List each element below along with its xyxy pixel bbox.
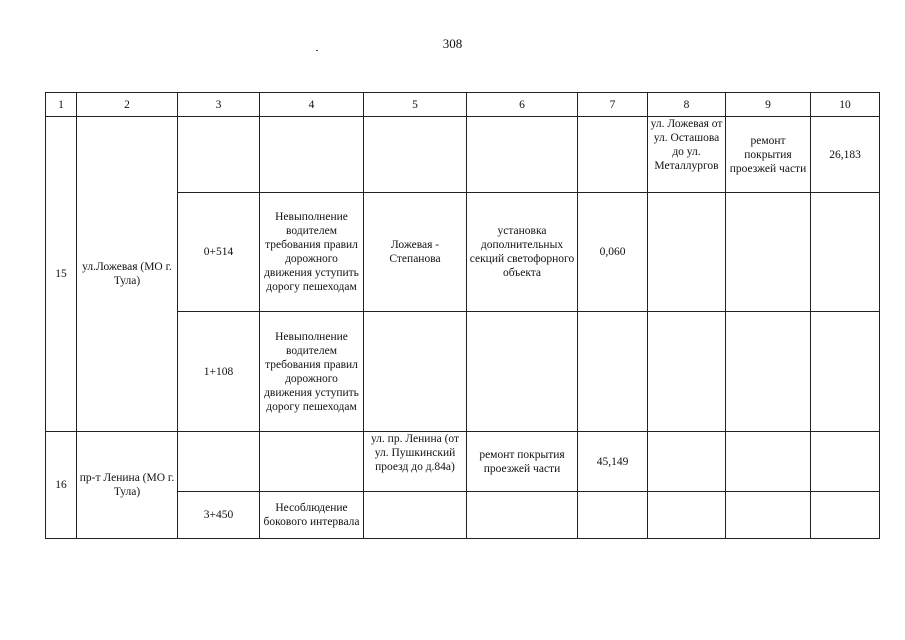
intersection-cell: Ложевая - Степанова — [364, 193, 467, 312]
empty-cell — [726, 312, 811, 432]
page-number: 308 — [442, 36, 463, 51]
header-cell: 10 — [811, 93, 880, 117]
row-number-cell: 16 — [46, 432, 77, 539]
header-cell: 5 — [364, 93, 467, 117]
measure-cell: установка дополнительных секций светофорного объекта — [467, 193, 578, 312]
violation-cell: Невыполнение водителем требования правил дорожного движения уступить дорогу пешеходам — [260, 193, 364, 312]
empty-cell — [260, 432, 364, 492]
empty-cell — [811, 312, 880, 432]
violation-cell: Несоблюдение бокового интервала — [260, 492, 364, 539]
empty-cell — [648, 312, 726, 432]
km-cell: 3+450 — [178, 492, 260, 539]
road-section-cell: ул. Ложевая от ул. Осташова до ул. Металлургов — [648, 117, 726, 193]
header-row — [46, 93, 880, 117]
empty-cell — [364, 117, 467, 193]
empty-cell — [726, 193, 811, 312]
scan-speck — [316, 50, 318, 51]
empty-cell — [578, 117, 648, 193]
empty-cell — [648, 432, 726, 492]
empty-cell — [364, 492, 467, 539]
empty-cell — [578, 312, 648, 432]
road-name-cell: ул.Ложевая (МО г. Тула) — [77, 117, 178, 432]
empty-cell — [811, 432, 880, 492]
measure-value-cell: 0,060 — [578, 193, 648, 312]
road-defects-table — [45, 92, 880, 539]
empty-cell — [467, 117, 578, 193]
empty-cell — [467, 312, 578, 432]
empty-cell — [648, 492, 726, 539]
table-row — [46, 432, 880, 492]
row-number-cell: 15 — [46, 117, 77, 432]
violation-cell: Невыполнение водителем требования правил дорожного движения уступить дорогу пешеходам — [260, 312, 364, 432]
empty-cell — [578, 492, 648, 539]
empty-cell — [648, 193, 726, 312]
km-cell: 1+108 — [178, 312, 260, 432]
empty-cell — [178, 117, 260, 193]
header-cell: 8 — [648, 93, 726, 117]
empty-cell — [811, 193, 880, 312]
header-cell: 7 — [578, 93, 648, 117]
empty-cell — [726, 432, 811, 492]
header-cell: 1 — [46, 93, 77, 117]
table-row — [46, 117, 880, 193]
empty-cell — [811, 492, 880, 539]
empty-cell — [178, 432, 260, 492]
repair-type-cell: ремонт покрытия проезжей части — [467, 432, 578, 492]
road-name-cell: пр-т Ленина (МО г. Тула) — [77, 432, 178, 539]
empty-cell — [364, 312, 467, 432]
repair-value-cell: 26,183 — [811, 117, 880, 193]
road-section-cell: ул. пр. Ленина (от ул. Пушкинский проезд до д.84а) — [364, 432, 467, 492]
header-cell: 9 — [726, 93, 811, 117]
header-cell: 4 — [260, 93, 364, 117]
header-cell: 3 — [178, 93, 260, 117]
empty-cell — [260, 117, 364, 193]
empty-cell — [467, 492, 578, 539]
km-cell: 0+514 — [178, 193, 260, 312]
header-cell: 6 — [467, 93, 578, 117]
empty-cell — [726, 492, 811, 539]
header-cell: 2 — [77, 93, 178, 117]
repair-value-cell: 45,149 — [578, 432, 648, 492]
repair-type-cell: ремонт покрытия проезжей части — [726, 117, 811, 193]
